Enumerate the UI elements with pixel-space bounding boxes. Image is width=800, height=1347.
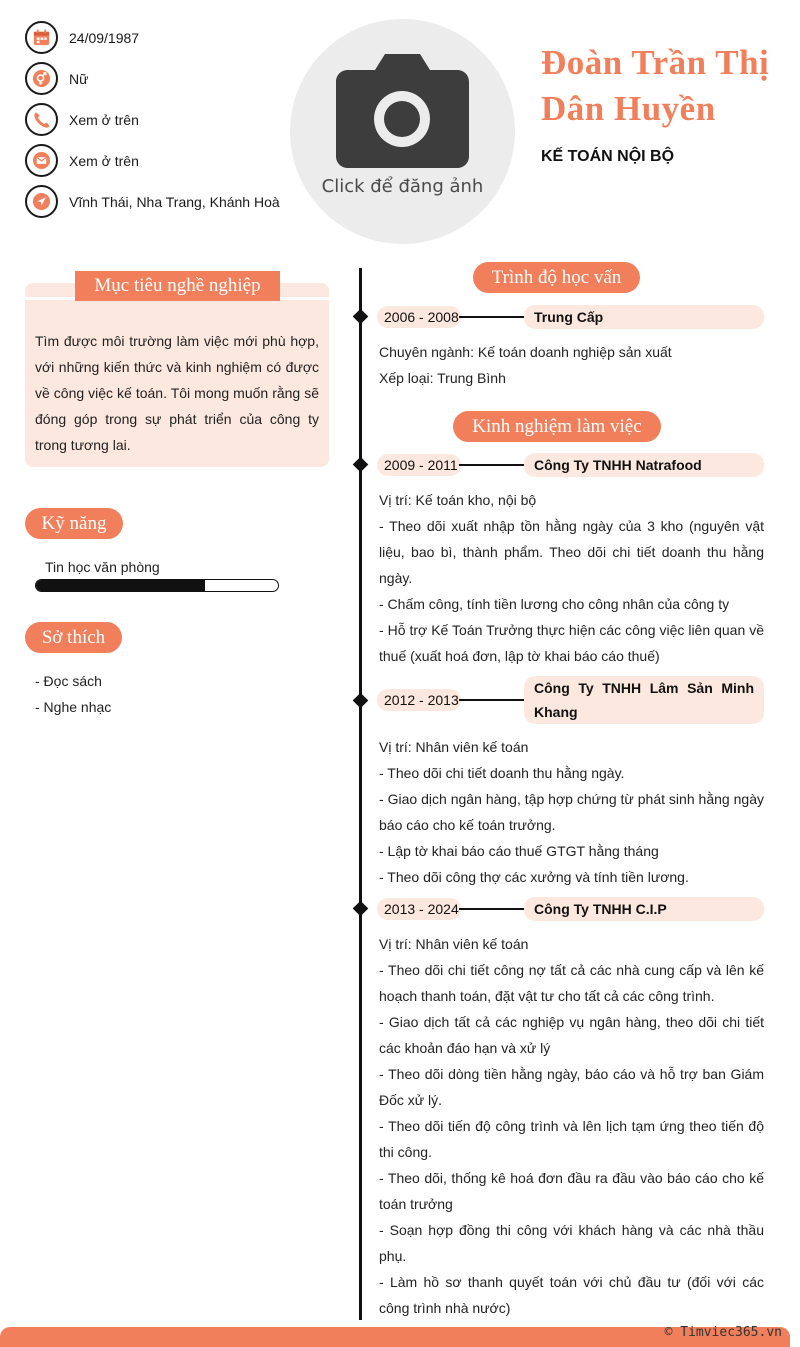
experience-period: 2012 - 2013: [377, 689, 461, 711]
experience-line: Vị trí: Kế toán kho, nội bộ: [379, 492, 537, 508]
objective-text: Tìm được môi trường làm việc mới phù hợp, với những kiến thức và kinh nghiệm có được về công việc kế toán. Tôi mong muốn rằng sẽ đóng góp trong sự phát triển của công ty trong tương lai.: [35, 333, 319, 453]
experience-line: - Theo dõi, thống kê hoá đơn đầu ra đầu vào báo cáo cho kế toán trưởng: [379, 1170, 764, 1212]
calendar-icon: [25, 21, 58, 54]
experience-line: - Giao dịch tất cả các nghiệp vụ ngân hàng, theo dõi chi tiết các khoản đáo hạn và xử lý: [379, 1014, 764, 1056]
timeline-line: [359, 268, 362, 1320]
education-heading: Trình độ học vấn: [473, 262, 640, 293]
experience-line: Vị trí: Nhân viên kế toán: [379, 936, 529, 952]
contact-info: [25, 21, 295, 226]
contact-address: [25, 185, 295, 218]
experience-line: - Theo dõi chi tiết doanh thu hằng ngày.: [379, 765, 625, 781]
skill-level-fill: [36, 580, 205, 591]
experience-entry-header: [355, 897, 765, 921]
timeline-marker: [353, 309, 369, 325]
footer-credit[interactable]: © Timviec365.vn: [664, 1325, 782, 1340]
gender-text: Nữ: [69, 70, 89, 87]
timeline-connector: [459, 908, 525, 910]
timeline-connector: [459, 699, 525, 701]
experience-line: - Lập tờ khai báo cáo thuế GTGT hằng tháng: [379, 843, 659, 859]
job-title: KẾ TOÁN NỘI BỘ: [541, 148, 675, 165]
gender-icon: [25, 62, 58, 95]
experience-line: - Theo dõi tiến độ công trình và lên lịch tạm ứng theo tiến độ thi công.: [379, 1118, 764, 1160]
hobby-item: - Đọc sách: [35, 673, 102, 689]
contact-gender: [25, 62, 295, 95]
camera-icon: [335, 52, 470, 170]
education-line: Xếp loại: Trung Bình: [379, 370, 506, 386]
experience-line: - Làm hồ sơ thanh quyết toán với chủ đầu tư (đối với các công trình nhà nước): [379, 1274, 764, 1316]
experience-details: [379, 734, 764, 890]
timeline-connector: [459, 464, 525, 466]
birthday-text: 24/09/1987: [69, 29, 140, 46]
phone-text: Xem ở trên: [69, 111, 139, 128]
phone-icon: [25, 103, 58, 136]
hobby-item: - Nghe nhạc: [35, 699, 112, 715]
avatar-upload[interactable]: [290, 19, 515, 244]
education-period: 2006 - 2008: [377, 306, 461, 328]
contact-phone: [25, 103, 295, 136]
timeline-marker: [353, 457, 369, 473]
experience-line: - Theo dõi chi tiết công nợ tất cả các nhà cung cấp và lên kế hoạch thanh toán, đặt vật tư cho tất cả các công trình.: [379, 962, 764, 1004]
education-details: [379, 339, 764, 391]
experience-details: [379, 931, 764, 1321]
contact-birthday: [25, 21, 295, 54]
company-name: Công Ty TNHH Natrafood: [524, 453, 764, 477]
school-name: Trung Cấp: [524, 305, 764, 329]
education-line: Chuyên ngành: Kế toán doanh nghiệp sản xuất: [379, 344, 672, 360]
company-name: Công Ty TNHH Lâm Sản Minh Khang: [524, 676, 764, 724]
skill-bar: [35, 579, 279, 592]
experience-line: - Soạn hợp đồng thi công với khách hàng và các nhà thầu phụ.: [379, 1222, 764, 1264]
experience-line: - Theo dõi xuất nhập tồn hằng ngày của 3 kho (nguyên vật liệu, bao bì, thành phẩm. Theo dõi chi tiết doanh thu hằng ngày.: [379, 518, 764, 586]
experience-line: Vị trí: Nhân viên kế toán: [379, 739, 529, 755]
email-icon: [25, 144, 58, 177]
experience-period: 2013 - 2024: [377, 898, 461, 920]
hobbies-heading: Sở thích: [25, 622, 122, 653]
skill-name: Tin học văn phòng: [45, 559, 160, 575]
skills-heading: Kỹ năng: [25, 508, 123, 539]
experience-line: - Theo dõi công thợ các xưởng và tính tiền lương.: [379, 869, 689, 885]
company-name: Công Ty TNHH C.I.P: [524, 897, 764, 921]
candidate-name: [541, 40, 791, 132]
timeline-marker: [353, 901, 369, 917]
hobby-list: [35, 668, 111, 720]
education-entry-header: [355, 305, 765, 329]
experience-line: - Giao dịch ngân hàng, tập hợp chứng từ phát sinh hằng ngày báo cáo cho kế toán trưởng.: [379, 791, 764, 833]
name-line-2: Dân Huyền: [541, 89, 716, 128]
experience-details: [379, 487, 764, 669]
avatar-label: Click để đăng ảnh: [321, 176, 484, 197]
timeline-marker: [353, 693, 369, 709]
experience-heading: Kinh nghiệm làm việc: [453, 411, 661, 442]
experience-entry-header: [355, 453, 765, 477]
address-text: Vĩnh Thái, Nha Trang, Khánh Hoà: [69, 193, 280, 210]
experience-line: - Theo dõi dòng tiền hằng ngày, báo cáo và hỗ trợ ban Giám Đốc xử lý.: [379, 1066, 764, 1108]
experience-entry-header: [355, 676, 765, 724]
experience-line: - Chấm công, tính tiền lương cho công nhân của công ty: [379, 596, 730, 612]
timeline-connector: [459, 316, 525, 318]
objective-heading: Mục tiêu nghề nghiệp: [75, 271, 280, 301]
email-text: Xem ở trên: [69, 152, 139, 169]
contact-email: [25, 144, 295, 177]
name-line-1: Đoàn Trần Thị: [541, 43, 770, 82]
experience-line: - Hỗ trợ Kế Toán Trưởng thực hiện các công việc liên quan về thuế (xuất hoá đơn, lập tờ khai báo cáo thuế): [379, 622, 764, 664]
location-icon: [25, 185, 58, 218]
experience-period: 2009 - 2011: [377, 454, 461, 476]
